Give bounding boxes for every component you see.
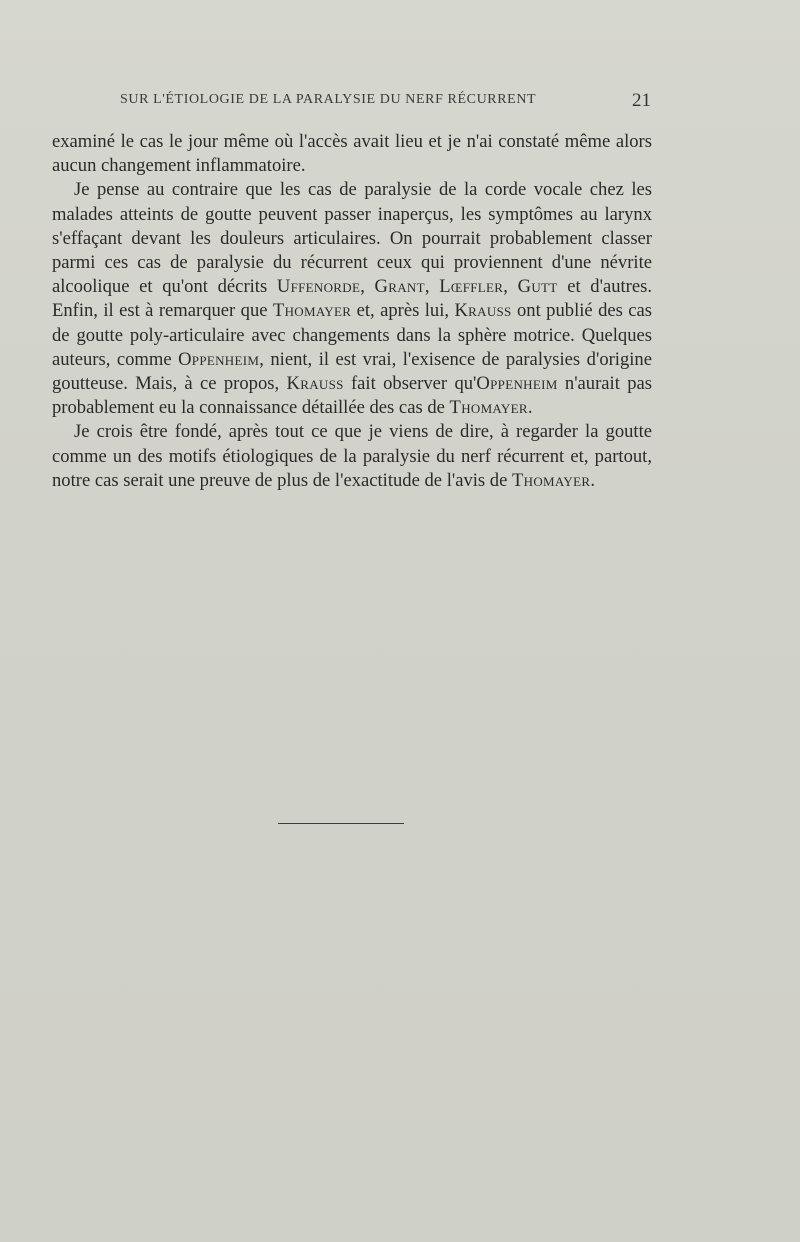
- page-number: 21: [632, 90, 651, 111]
- author-name: Thomayer: [512, 469, 591, 491]
- author-name: Krauss: [454, 300, 512, 322]
- author-name: Thomayer: [272, 300, 352, 322]
- body-text: [52, 130, 652, 493]
- author-name: Gutt: [517, 276, 558, 298]
- author-name: Oppenheim: [476, 373, 558, 395]
- paragraph-2: Je pense au contraire que les cas de paralysie de la corde vocale chez les malades atteints de goutte peuvent passer inaperçus, les symptômes au larynx s'effaçant devant les douleurs articulaires. On pourrait probablement classer parmi ces cas de paralysie du récurrent ceux qui proviennent d'une névrite alcoolique et qu'ont décrits Uffenorde, Grant, Lœffler, Gutt et d'autres. Enfin, il est à remarquer que Thomayer et, après lui, Krauss ont publié des cas de goutte poly-articulaire avec changements dans la sphère motrice. Quelques auteurs, comme Oppenheim, nient, il est vrai, l'exisence de paralysies d'origine goutteuse. Mais, à ce propos, Krauss fait observer qu'Oppenheim n'aurait pas probablement eu la connaissance détaillée des cas de Thomayer.: [52, 179, 653, 419]
- running-head: SUR L'ÉTIOLOGIE DE LA PARALYSIE DU NERF RÉCURRENT: [120, 92, 537, 107]
- author-name: Thomayer: [449, 397, 528, 419]
- author-name: Uffenorde: [276, 276, 361, 298]
- author-name: Krauss: [286, 373, 344, 395]
- author-name: Grant: [374, 276, 425, 298]
- section-end-rule: [278, 823, 404, 824]
- paragraph-3: Je crois être fondé, après tout ce que je viens de dire, à regarder la goutte comme un des motifs étiologiques de la paralysie du nerf récurrent et, partout, notre cas serait une preuve de plus de l'exactitude de l'avis de Thomayer.: [52, 421, 652, 491]
- author-name: Lœffler: [439, 276, 504, 298]
- author-name: Oppenheim: [178, 348, 260, 370]
- paragraph-1: examiné le cas le jour même où l'accès avait lieu et je n'ai constaté même alors aucun changement inflammatoire.: [52, 131, 652, 177]
